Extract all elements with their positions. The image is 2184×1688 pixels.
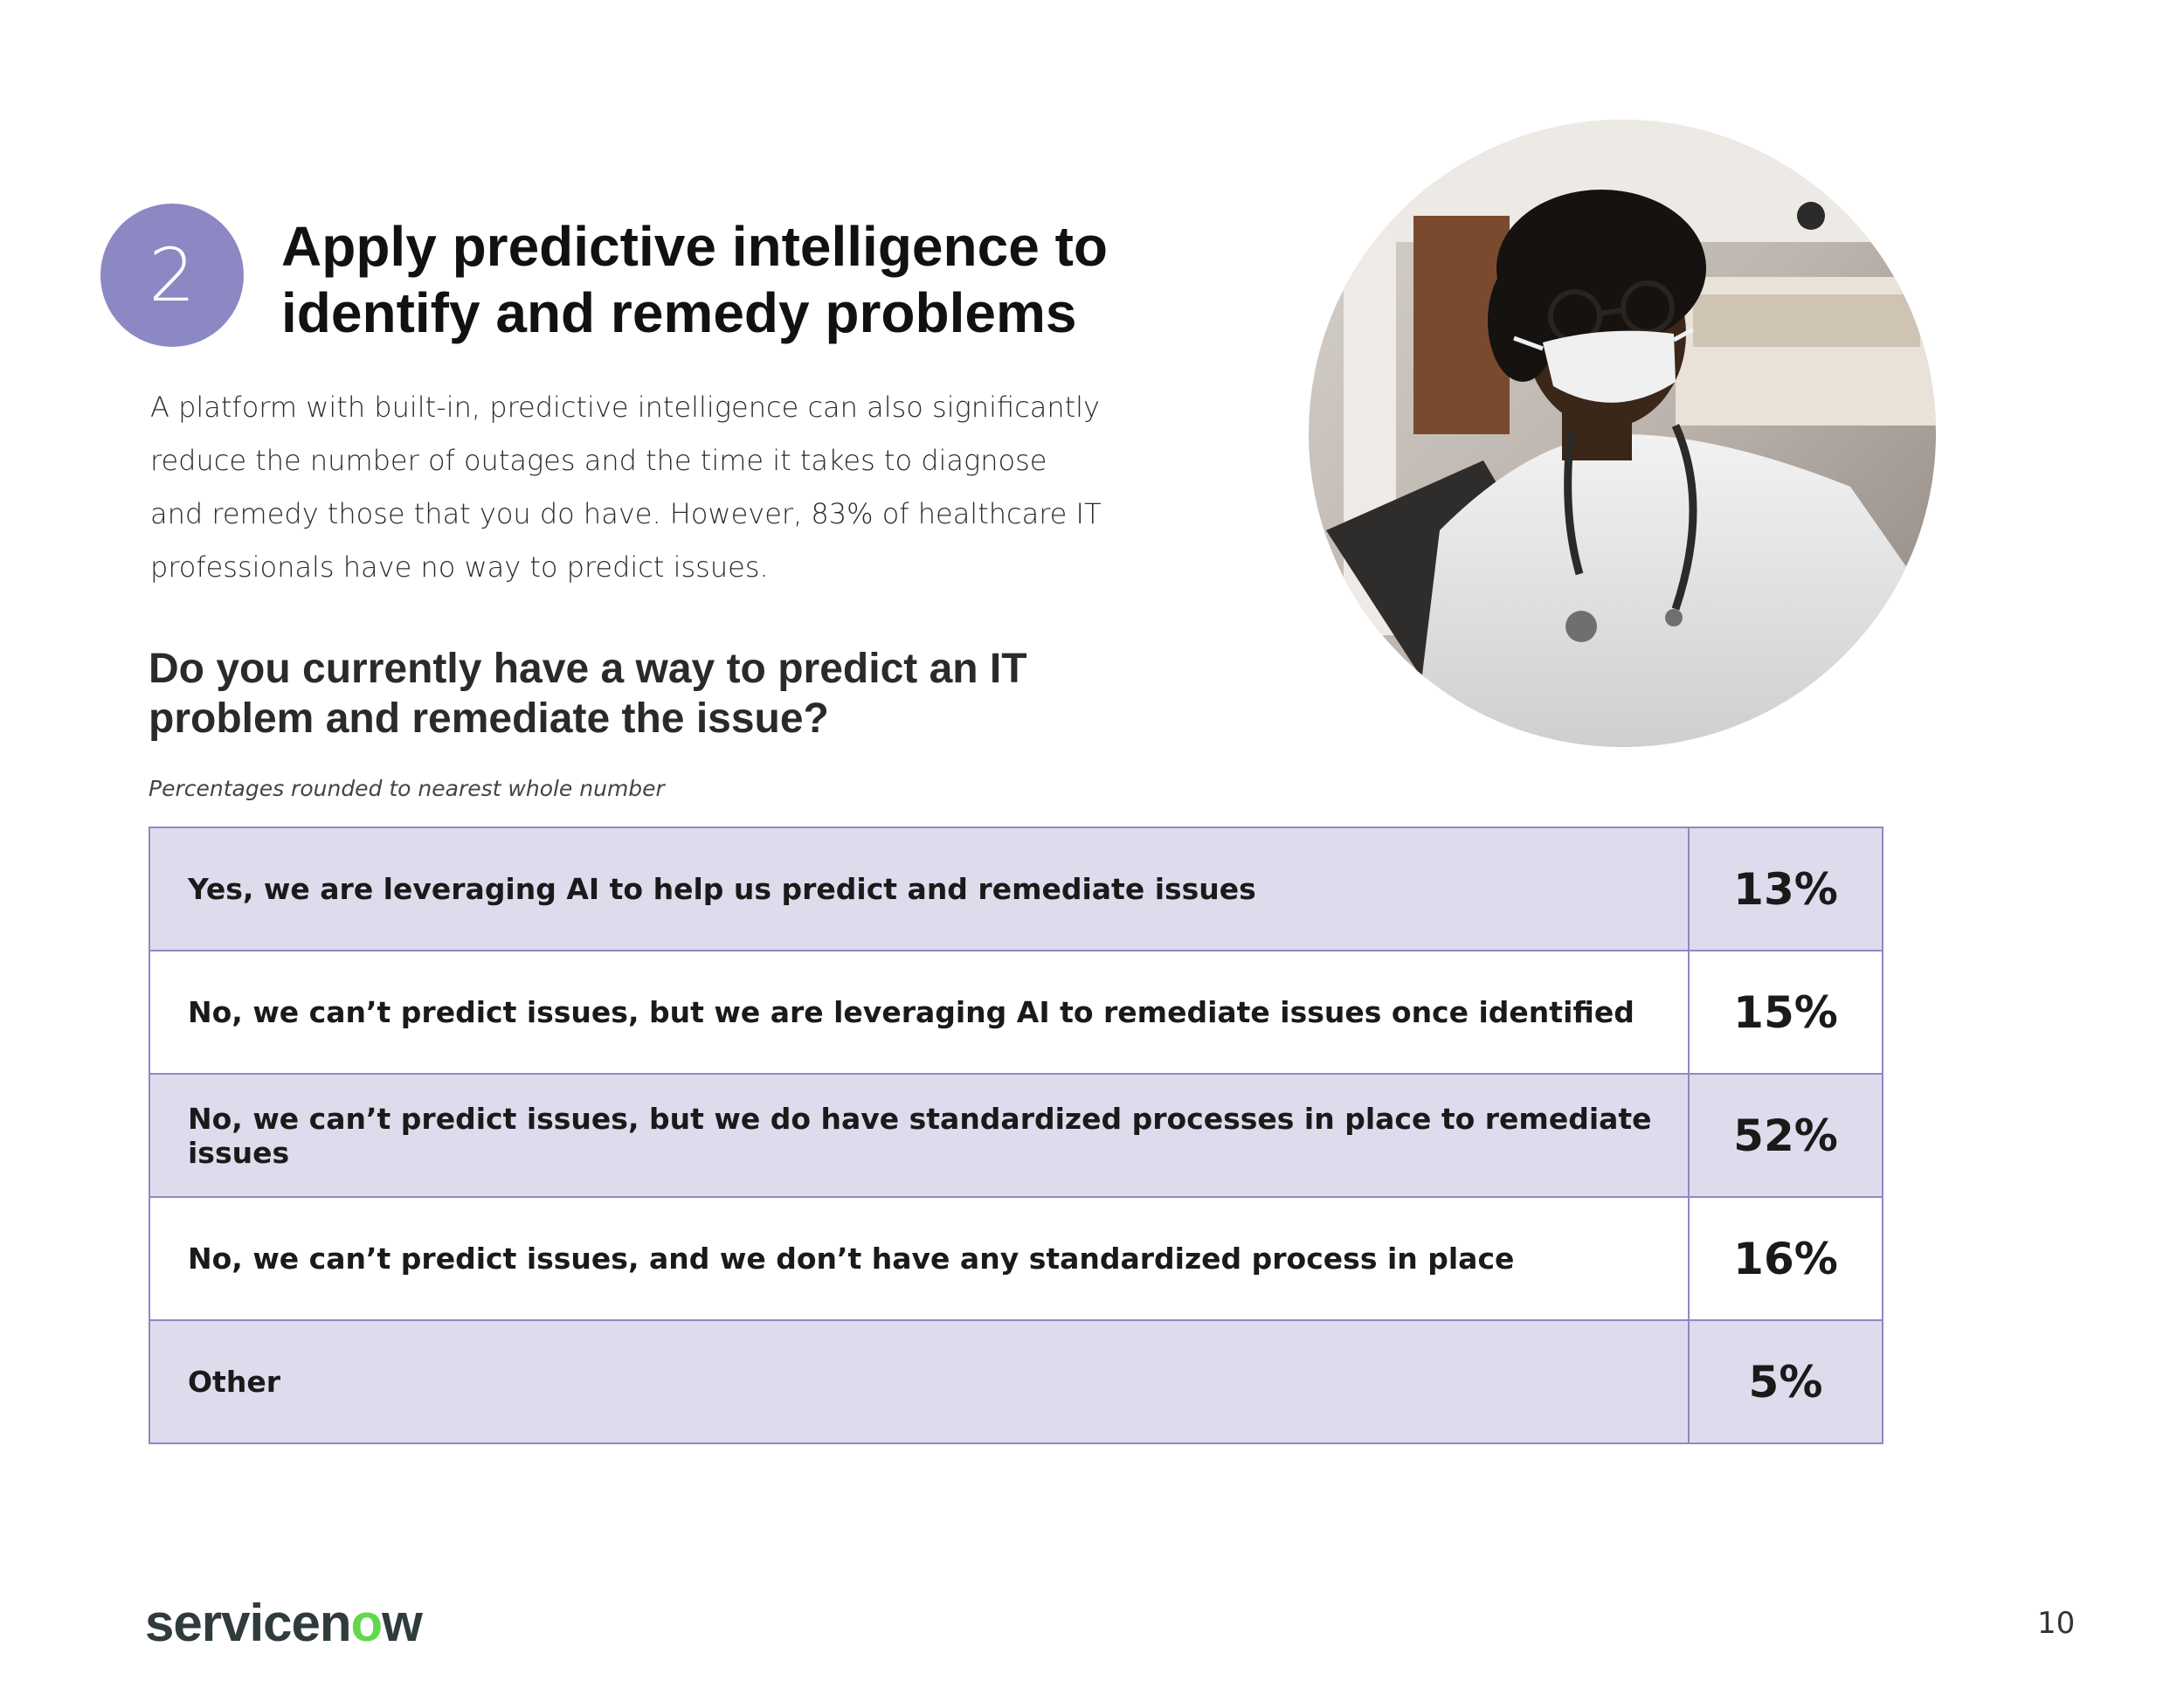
answer-percentage: 15% <box>1733 986 1838 1038</box>
servicenow-logo <box>145 1593 422 1653</box>
answer-percentage: 52% <box>1733 1110 1838 1161</box>
step-number-badge: 2 <box>100 204 244 347</box>
survey-question: Do you currently have a way to predict an IT problem and remediate the issue? <box>149 646 1027 742</box>
table-row <box>150 1196 1882 1319</box>
answer-percentage: 5% <box>1748 1356 1823 1408</box>
logo-wordmark: servicenow <box>145 1594 422 1652</box>
survey-footnote: Percentages rounded to nearest whole number <box>149 776 665 801</box>
answer-label: Yes, we are leveraging AI to help us predict and remediate issues <box>150 828 1690 950</box>
answer-label: Other <box>150 1321 1690 1442</box>
answer-percentage: 13% <box>1733 863 1838 915</box>
answer-label: No, we can’t predict issues, but we do have standardized processes in place to remediate issues <box>150 1075 1690 1196</box>
table-row <box>150 1073 1882 1196</box>
page-number: 10 <box>2037 1606 2076 1641</box>
page-title: Apply predictive intelligence to identify and remedy problems <box>281 215 1108 344</box>
answer-label: No, we can’t predict issues, and we don’t have any standardized process in place <box>150 1198 1690 1319</box>
table-row <box>150 828 1882 950</box>
survey-results-table <box>149 827 1883 1444</box>
answer-label: No, we can’t predict issues, but we are leveraging AI to remediate issues once identified <box>150 951 1690 1073</box>
table-row <box>150 950 1882 1073</box>
answer-percentage: 16% <box>1733 1233 1838 1284</box>
intro-paragraph: A platform with built-in, predictive intelligence can also significantly reduce the number of outages and the time it takes to diagnose and remedy those that you do have. However, 83% of healthcare IT professionals have no way to predict issues. <box>150 391 1102 584</box>
table-row <box>150 1319 1882 1442</box>
doctor-illustration <box>1309 120 1936 747</box>
doctor-photo <box>1309 120 1936 747</box>
